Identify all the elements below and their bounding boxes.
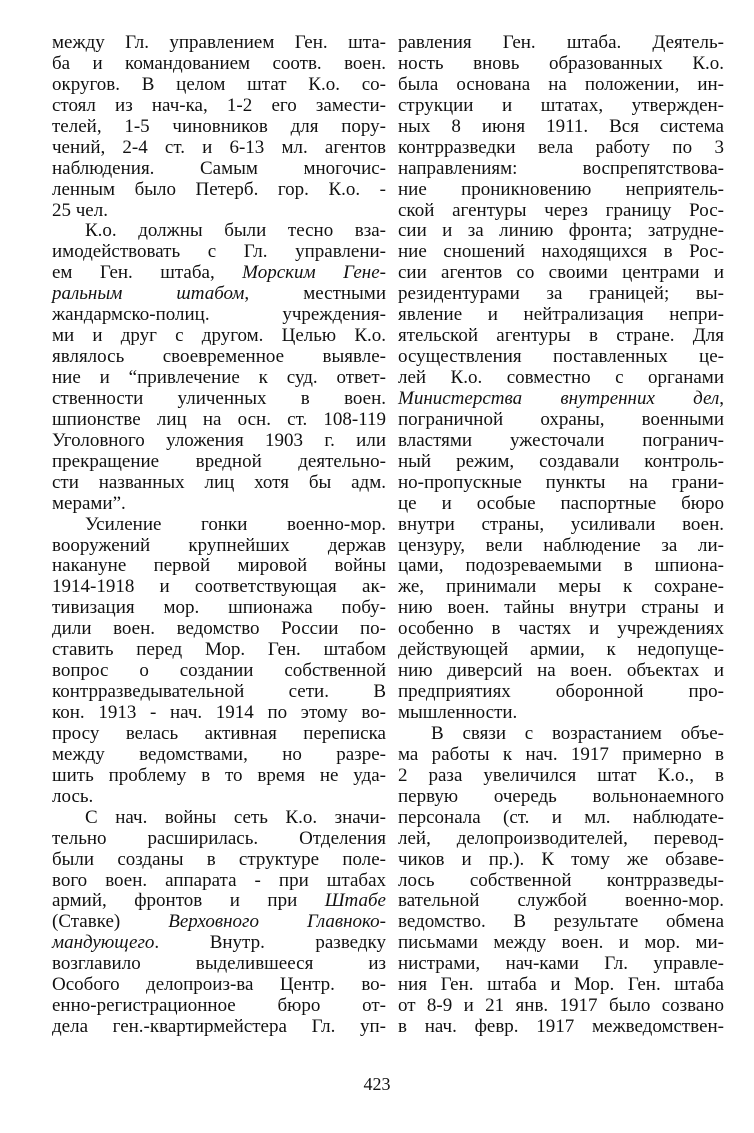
text: нию диверсий на воен. объектах и bbox=[398, 660, 724, 682]
text-column-right bbox=[398, 33, 724, 1038]
text-line bbox=[52, 1017, 386, 1038]
text: сии и за линию фронта; затрудне- bbox=[398, 220, 724, 242]
text-line bbox=[398, 996, 724, 1017]
text-line bbox=[398, 556, 724, 577]
text: контрразведывательной сети. В bbox=[52, 681, 386, 703]
text: первую очередь вольнонаемного bbox=[398, 785, 724, 807]
text: ных 8 июня 1911. Вся система bbox=[398, 115, 724, 137]
text-line bbox=[398, 787, 724, 808]
text-line bbox=[398, 201, 724, 222]
text-line bbox=[398, 410, 724, 431]
text-line bbox=[52, 954, 386, 975]
text-line bbox=[52, 556, 386, 577]
text-line bbox=[398, 452, 724, 473]
text-line bbox=[52, 326, 386, 347]
text: мышленности. bbox=[398, 702, 518, 723]
text-line bbox=[398, 912, 724, 933]
text-line bbox=[398, 159, 724, 180]
text: от 8-9 и 21 янв. 1917 было созвано bbox=[398, 995, 724, 1017]
text: была основана на положении, ин- bbox=[398, 73, 724, 95]
text: вопрос о создании собственной bbox=[52, 660, 386, 682]
text: К.о. должны были тесно вза- bbox=[85, 220, 386, 242]
text-line bbox=[52, 891, 386, 912]
text: явление и нейтрализация непри- bbox=[398, 304, 724, 326]
text-line bbox=[52, 410, 386, 431]
text-line bbox=[52, 619, 386, 640]
text: 25 чел. bbox=[52, 199, 108, 221]
text: лей, делопроизводителей, перевод- bbox=[398, 827, 724, 849]
text-line bbox=[52, 368, 386, 389]
text-line bbox=[52, 263, 386, 284]
text-line bbox=[52, 180, 386, 201]
text-line bbox=[398, 577, 724, 598]
text-line bbox=[398, 473, 724, 494]
italic-text: Верховного Главноко- bbox=[168, 911, 386, 933]
text-line bbox=[398, 347, 724, 368]
text: накануне первой мировой войны bbox=[52, 555, 386, 577]
text-line bbox=[52, 912, 386, 933]
text-line bbox=[398, 619, 724, 640]
text: равления Ген. штаба. Деятель- bbox=[398, 32, 724, 53]
text: между ведомствами, но разре- bbox=[52, 743, 386, 765]
text-line bbox=[398, 1017, 724, 1038]
text: шпионстве лиц на осн. ст. 108-119 bbox=[52, 408, 386, 430]
text: возглавило выделившееся из bbox=[52, 953, 386, 975]
text-line bbox=[398, 221, 724, 242]
text: Усиление гонки военно-мор. bbox=[85, 513, 386, 535]
text-line bbox=[398, 891, 724, 912]
text-line bbox=[398, 284, 724, 305]
text: сии агентов со своими центрами и bbox=[398, 262, 724, 284]
text: лей К.о. совместно с органами bbox=[398, 367, 724, 388]
text-line bbox=[398, 745, 724, 766]
text: струкции и штатах, утвержден- bbox=[398, 94, 724, 116]
text-line bbox=[398, 326, 724, 347]
text-line bbox=[398, 515, 724, 536]
text: , bbox=[719, 387, 724, 409]
text: ведомство. В результате обмена bbox=[398, 911, 724, 933]
text-line bbox=[52, 494, 386, 515]
text: пограничной охраны, военными bbox=[398, 408, 724, 430]
text-line bbox=[398, 389, 724, 410]
text: были созданы в структуре поле- bbox=[52, 848, 386, 870]
text: Уголовного уложения 1903 г. или bbox=[52, 429, 386, 451]
text-line bbox=[52, 138, 386, 159]
text: ность вновь образованных К.о. bbox=[398, 52, 724, 74]
text: ми и друг с другом. Целью К.о. bbox=[52, 325, 386, 347]
text: чений, 2-4 ст. и 6-13 мл. агентов bbox=[52, 136, 386, 158]
text-line bbox=[52, 389, 386, 410]
text-line bbox=[52, 933, 386, 954]
text: жандармско-полиц. учреждения- bbox=[52, 304, 386, 326]
text: имодействовать с Гл. управлени- bbox=[52, 241, 386, 263]
text: наблюдения. Самым многочис- bbox=[52, 157, 386, 179]
text-line bbox=[52, 515, 386, 536]
text-line bbox=[398, 263, 724, 284]
text: ставить перед Мор. Ген. штабом bbox=[52, 639, 386, 661]
text: осуществления поставленных це- bbox=[398, 346, 724, 368]
text-line bbox=[52, 577, 386, 598]
text-line bbox=[398, 33, 724, 54]
text: лось собственной контрразведы- bbox=[398, 869, 724, 891]
text: нистрами, нач-ками Гл. управле- bbox=[398, 953, 724, 975]
text: властями ужесточали погранич- bbox=[398, 429, 724, 451]
text: 1914-1918 и соответствующая ак- bbox=[52, 576, 386, 598]
text: ный режим, создавали контроль- bbox=[398, 450, 724, 472]
text: ма работы к нач. 1917 примерно в bbox=[398, 743, 724, 765]
text-line bbox=[398, 829, 724, 850]
text-line bbox=[52, 347, 386, 368]
text-line bbox=[52, 724, 386, 745]
text: ние сношений находящихся в Рос- bbox=[398, 241, 724, 263]
text-line bbox=[52, 640, 386, 661]
text: персонала (ст. и мл. наблюдате- bbox=[398, 806, 724, 828]
text: дела ген.-квартирмейстера Гл. уп- bbox=[52, 1016, 386, 1038]
text: 2 раза увеличился штат К.о., в bbox=[398, 764, 724, 786]
text: же, принимали меры к сохране- bbox=[398, 576, 724, 598]
text-line bbox=[52, 452, 386, 473]
text-line bbox=[52, 975, 386, 996]
text-line bbox=[52, 829, 386, 850]
text: просу велась активная переписка bbox=[52, 722, 386, 744]
text-line bbox=[52, 242, 386, 263]
text: ем Ген. штаба, bbox=[52, 262, 243, 284]
text-line bbox=[398, 180, 724, 201]
text-line bbox=[52, 703, 386, 724]
text-line bbox=[52, 850, 386, 871]
text-line bbox=[52, 661, 386, 682]
text: С нач. войны сеть К.о. значи- bbox=[85, 806, 386, 828]
text: В связи с возрастанием объе- bbox=[431, 722, 724, 744]
text-line bbox=[52, 33, 386, 54]
text-line bbox=[398, 975, 724, 996]
text: мерами”. bbox=[52, 492, 126, 514]
text: шить проблему в то время не уда- bbox=[52, 764, 386, 786]
italic-text: Морским Гене- bbox=[242, 262, 386, 284]
page-number: 423 bbox=[363, 1074, 391, 1094]
text-line bbox=[398, 54, 724, 75]
text: сти названных лиц хотя бы адм. bbox=[52, 471, 386, 493]
text-line bbox=[398, 494, 724, 515]
text-line bbox=[398, 640, 724, 661]
text: вательной службой военно-мор. bbox=[398, 890, 724, 912]
text: . Внутр. разведку bbox=[154, 932, 386, 954]
italic-text: Штабе bbox=[324, 890, 386, 912]
text: резидентурами за границей; вы- bbox=[398, 283, 724, 305]
text: в нач. февр. 1917 межведомствен- bbox=[398, 1016, 724, 1038]
text: ния Ген. штаба и Мор. Ген. штаба bbox=[398, 974, 724, 996]
text: направлениям: воспрепятствова- bbox=[398, 157, 724, 179]
text-line bbox=[398, 661, 724, 682]
text: стоял из нач-ка, 1-2 его замести- bbox=[52, 94, 386, 116]
text: енно-регистрационное бюро от- bbox=[52, 995, 386, 1017]
text-line bbox=[398, 536, 724, 557]
text: прекращение вредной деятельно- bbox=[52, 450, 386, 472]
text: являлось своевременное выявле- bbox=[52, 346, 386, 368]
text: цами, подозреваемыми в шпиона- bbox=[398, 555, 724, 577]
text-line bbox=[398, 703, 724, 724]
text-line bbox=[398, 368, 724, 389]
text-line bbox=[398, 724, 724, 745]
text-line bbox=[52, 871, 386, 892]
text-line bbox=[398, 96, 724, 117]
text: контрразведки вела работу по 3 bbox=[398, 136, 724, 158]
text: кон. 1913 - нач. 1914 по этому во- bbox=[52, 702, 386, 723]
text-line bbox=[52, 431, 386, 452]
text-line bbox=[398, 598, 724, 619]
text-line bbox=[52, 75, 386, 96]
text-line bbox=[52, 473, 386, 494]
text: тивизация мор. шпионажа побу- bbox=[52, 597, 386, 619]
text: ленным было Петерб. гор. К.о. - bbox=[52, 178, 386, 200]
text-line bbox=[52, 221, 386, 242]
text-line bbox=[398, 871, 724, 892]
text-line bbox=[52, 305, 386, 326]
text-line bbox=[52, 808, 386, 829]
text: действующей армии, к недопуще- bbox=[398, 639, 724, 661]
text-column-left bbox=[52, 33, 386, 1038]
text-line bbox=[398, 242, 724, 263]
text: лось. bbox=[52, 785, 94, 807]
text: между Гл. управлением Ген. шта- bbox=[52, 32, 386, 53]
text: Особого делопроиз-ва Центр. во- bbox=[52, 974, 386, 996]
text-line bbox=[398, 954, 724, 975]
text: вооружений крупнейших держав bbox=[52, 534, 386, 556]
text: но-пропускные пункты на грани- bbox=[398, 471, 724, 493]
italic-text: мандующего bbox=[52, 932, 155, 954]
text-line bbox=[398, 138, 724, 159]
text: округов. В целом штат К.о. со- bbox=[52, 73, 386, 95]
text-line bbox=[398, 766, 724, 787]
text: армий, фронтов и при bbox=[52, 890, 325, 912]
text-line bbox=[52, 117, 386, 138]
text-line bbox=[398, 117, 724, 138]
text: ние проникновению неприятель- bbox=[398, 178, 724, 200]
text-line bbox=[52, 536, 386, 557]
text: ба и командованием соотв. воен. bbox=[52, 52, 386, 74]
text-line bbox=[52, 996, 386, 1017]
text-line bbox=[52, 159, 386, 180]
text-line bbox=[52, 745, 386, 766]
text: нию воен. тайны внутри страны и bbox=[398, 597, 724, 619]
text-line bbox=[398, 305, 724, 326]
text-line bbox=[52, 766, 386, 787]
text-line bbox=[52, 96, 386, 117]
text: ние и “привлечение к суд. ответ- bbox=[52, 367, 386, 388]
text-line bbox=[398, 850, 724, 871]
text: ственности уличенных в воен. bbox=[52, 387, 386, 409]
text-line bbox=[52, 54, 386, 75]
text: особенно в частях и учреждениях bbox=[398, 618, 724, 640]
italic-text: Министерства внутренних дел bbox=[398, 387, 720, 409]
text: вого воен. аппарата - при штабах bbox=[52, 869, 386, 891]
text: (Ставке) bbox=[52, 911, 169, 933]
text: внутри страны, усиливали воен. bbox=[398, 513, 724, 535]
text: , местными bbox=[244, 283, 386, 305]
text: дили воен. ведомство России по- bbox=[52, 618, 386, 640]
italic-text: ральным штабом bbox=[52, 283, 245, 305]
text-line bbox=[52, 598, 386, 619]
text-line bbox=[398, 75, 724, 96]
text: телей, 1-5 чиновников для пору- bbox=[52, 115, 386, 137]
text: письмами между воен. и мор. ми- bbox=[398, 932, 724, 954]
text: тельно расширилась. Отделения bbox=[52, 827, 386, 849]
text: це и особые паспортные бюро bbox=[398, 492, 724, 514]
text-line bbox=[398, 808, 724, 829]
text-line bbox=[52, 682, 386, 703]
text: ской агентуры через границу Рос- bbox=[398, 199, 724, 221]
text-line bbox=[398, 682, 724, 703]
text: чиков и пр.). К тому же обзаве- bbox=[398, 848, 724, 870]
text-line bbox=[398, 431, 724, 452]
text-line bbox=[52, 787, 386, 808]
text: цензуру, вели наблюдение за ли- bbox=[398, 534, 724, 556]
text-line bbox=[398, 933, 724, 954]
text-line bbox=[52, 201, 386, 222]
text: ятельской агентуры в стране. Для bbox=[398, 325, 724, 347]
text-line bbox=[52, 284, 386, 305]
text: предприятиях оборонной про- bbox=[398, 681, 724, 703]
